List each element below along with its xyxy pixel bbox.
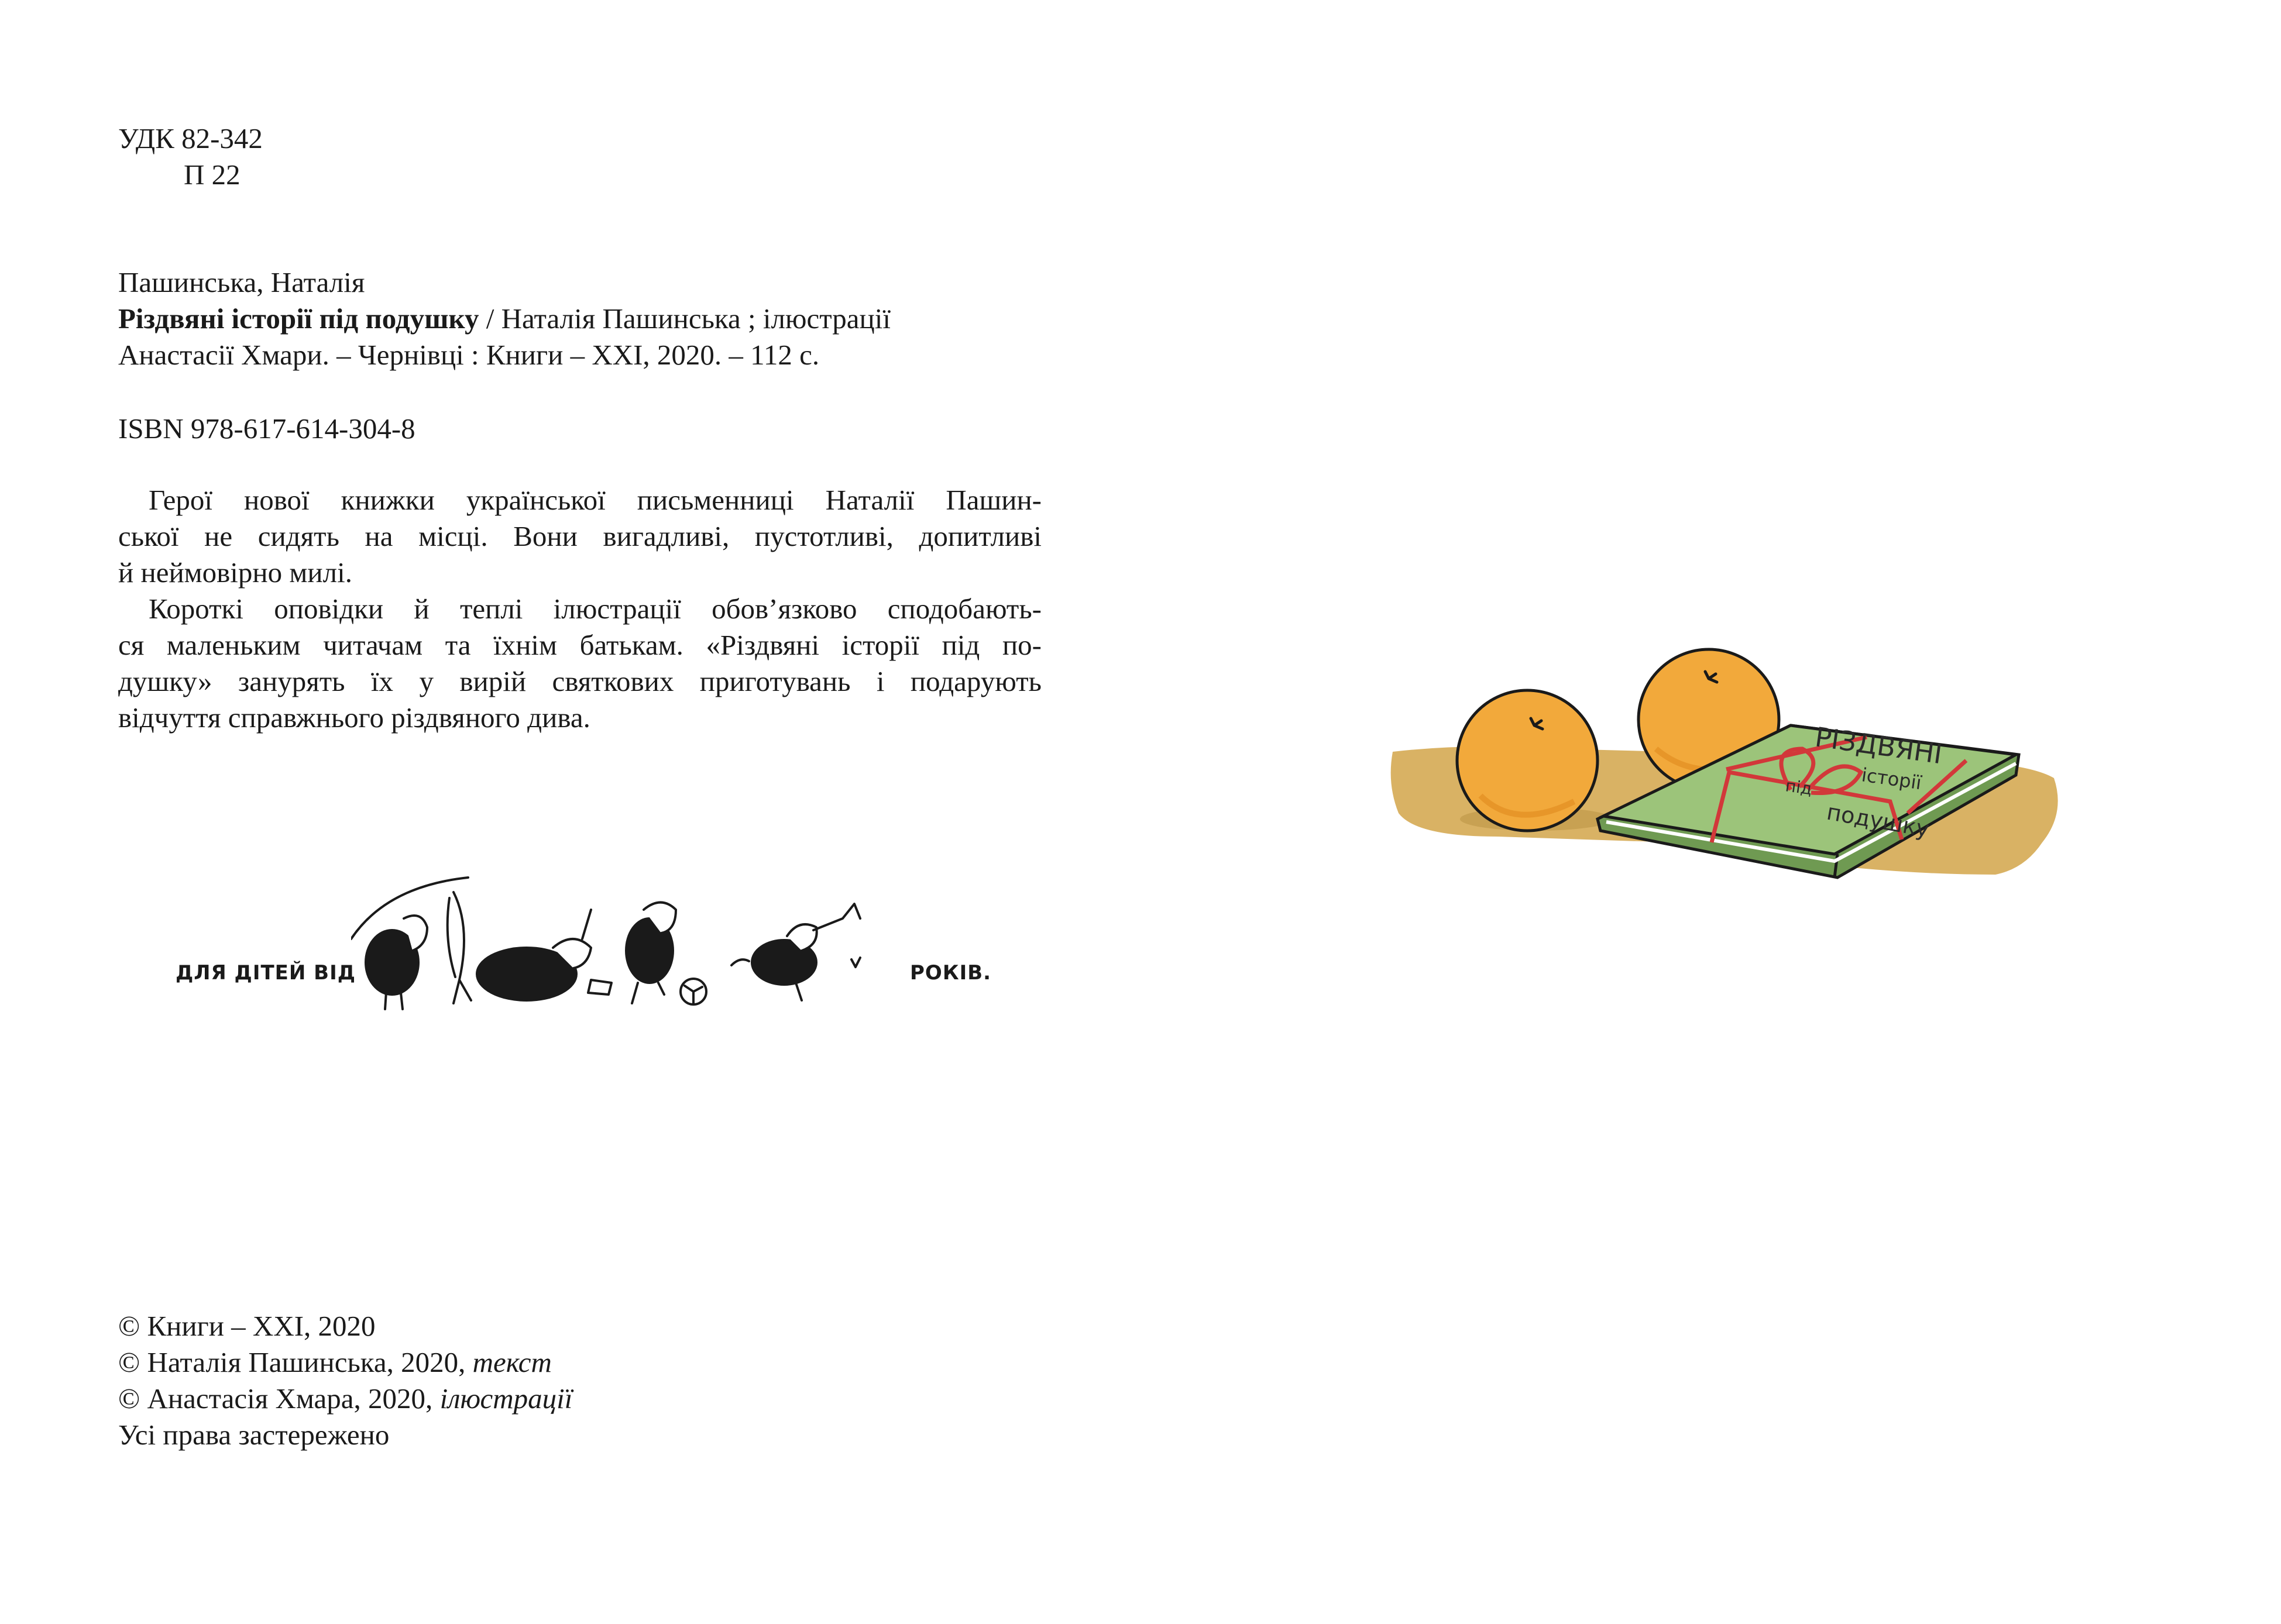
copyright-publisher: © Книги – XXI, 2020 xyxy=(118,1310,376,1342)
title-line xyxy=(118,301,891,337)
book-title: Різдвяні історії під подушку xyxy=(118,302,479,335)
author-name: Пашинська, Наталія xyxy=(118,266,365,298)
copyright-block xyxy=(118,1308,572,1453)
bibliographic-record xyxy=(118,264,891,373)
book-cover-word: подушку xyxy=(1825,799,1932,842)
rights-reserved: Усі права застережено xyxy=(118,1419,390,1451)
book-cover-title: РІЗДВЯНІ xyxy=(1813,721,1945,770)
udk-block xyxy=(118,121,263,193)
age-years-label: РОКІВ. xyxy=(910,961,992,985)
sheep-illustration xyxy=(351,863,907,1015)
copyright-author: © Наталія Пашинська, 2020, текст xyxy=(118,1346,552,1378)
age-rating-strip xyxy=(176,863,995,1015)
publication-info: Анастасії Хмари. – Чернівці : Книги – XXI, 2020. – 112 с. xyxy=(118,339,820,371)
annotation xyxy=(118,482,1042,736)
book-cover-prep: під xyxy=(1784,776,1813,799)
isbn: ISBN 978-617-614-304-8 xyxy=(118,412,415,445)
mandarins-and-book-illustration xyxy=(1381,644,2072,889)
copyright-illustrator: © Анастасія Хмара, 2020, ілюстрації xyxy=(118,1382,573,1415)
annotation-line: відчуття справжнього різдвяного дива. xyxy=(118,701,590,734)
annotation-line: ської не сидять на місці. Вони вигадливі, пустотливі, допитливі xyxy=(118,520,1042,552)
author-sign: П 22 xyxy=(184,159,241,191)
annotation-line: Герої нової книжки української письменниці Наталії Пашин- xyxy=(149,484,1042,516)
age-from-label: ДЛЯ ДІТЕЙ ВІД xyxy=(176,961,356,985)
book-cover-subtitle: історії xyxy=(1860,763,1923,794)
annotation-line: Короткі оповідки й теплі ілюстрації обов’язково сподобають- xyxy=(149,593,1042,625)
annotation-line: ся маленьким читачам та їхнім батькам. «Різдвяні історії під по- xyxy=(118,629,1042,661)
annotation-line: душку» занурять їх у вирій святкових приготувань і подарують xyxy=(118,665,1042,697)
udk-code: УДК 82-342 xyxy=(118,122,263,154)
responsibility-statement: / Наталія Пашинська ; ілюстрації xyxy=(479,302,891,335)
annotation-line: й неймовірно милі. xyxy=(118,556,352,589)
